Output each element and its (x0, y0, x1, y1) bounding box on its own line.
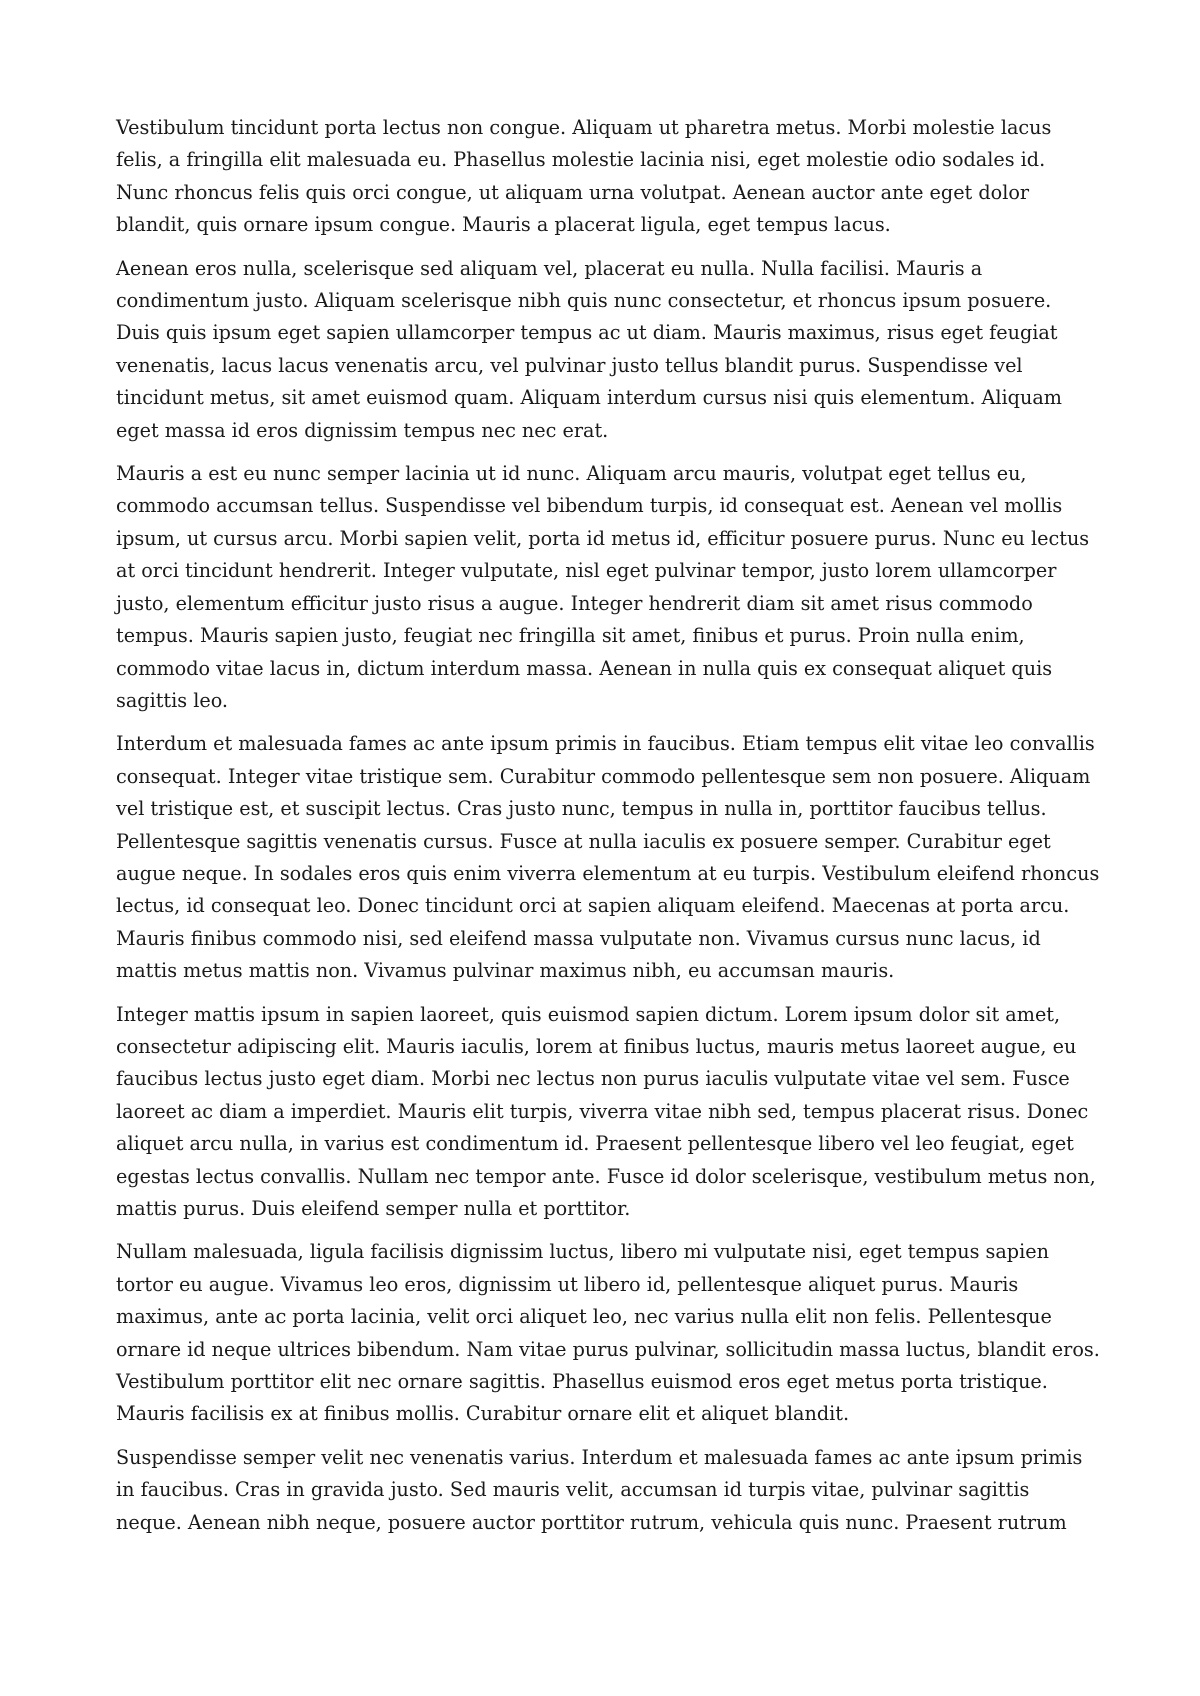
paragraph-3: Mauris a est eu nunc semper lacinia ut id nunc. Aliquam arcu mauris, volutpat eget tellus eu, commodo accumsan tellus. Suspendisse vel bibendum turpis, id consequat est. Aenean vel mollis ipsum, ut cursus arcu. Morbi sapien velit, porta id metus id, efficitur posuere purus. Nunc eu lectus at orci tincidunt hendrerit. Integer vulputate, nisl eget pulvinar tempor, justo lorem ullamcorper justo, elementum efficitur justo risus a augue. Integer hendrerit diam sit amet risus commodo tempus. Mauris sapien justo, feugiat nec fringilla sit amet, finibus et purus. Proin nulla enim, commodo vitae lacus in, dictum interdum massa. Aenean in nulla quis ex consequat aliquet quis sagittis leo. (116, 462, 1090, 712)
paragraph-5: Integer mattis ipsum in sapien laoreet, quis euismod sapien dictum. Lorem ipsum dolor sit amet, consectetur adipiscing elit. Mauris iaculis, lorem at finibus luctus, mauris metus laoreet augue, eu faucibus lectus justo eget diam. Morbi nec lectus non purus iaculis vulputate vitae vel sem. Fusce laoreet ac diam a imperdiet. Mauris elit turpis, viverra vitae nibh sed, tempus placerat risus. Donec aliquet arcu nulla, in varius est condimentum id. Praesent pellentesque libero vel leo feugiat, eget egestas lectus convallis. Nullam nec tempor ante. Fusce id dolor scelerisque, vestibulum metus non, mattis purus. Duis eleifend semper nulla et porttitor. (116, 1002, 1096, 1220)
paragraph-6: Nullam malesuada, ligula facilisis dignissim luctus, libero mi vulputate nisi, eget tempus sapien tortor eu augue. Vivamus leo eros, dignissim ut libero id, pellentesque aliquet purus. Mauris maximus, ante ac porta lacinia, velit orci aliquet leo, nec varius nulla elit non felis. Pellentesque ornare id neque ultrices bibendum. Nam vitae purus pulvinar, sollicitudin massa luctus, blandit eros. Vestibulum porttitor elit nec ornare sagittis. Phasellus euismod eros eget metus porta tristique. Mauris facilisis ex at finibus mollis. Curabitur ornare elit et aliquet blandit. (116, 1240, 1100, 1426)
paragraph-4: Interdum et malesuada fames ac ante ipsum primis in faucibus. Etiam tempus elit vitae leo convallis consequat. Integer vitae tristique sem. Curabitur commodo pellentesque sem non posuere. Aliquam vel tristique est, et suscipit lectus. Cras justo nunc, tempus in nulla in, porttitor faucibus tellus. Pellentesque sagittis venenatis cursus. Fusce at nulla iaculis ex posuere semper. Curabitur eget augue neque. In sodales eros quis enim viverra elementum at eu turpis. Vestibulum eleifend rhoncus lectus, id consequat leo. Donec tincidunt orci at sapien aliquam eleifend. Maecenas at porta arcu. Mauris finibus commodo nisi, sed eleifend massa vulputate non. Vivamus cursus nunc lacus, id mattis metus mattis non. Vivamus pulvinar maximus nibh, eu accumsan mauris. (116, 732, 1100, 983)
document-page (116, 112, 1101, 1550)
paragraph-1: Vestibulum tincidunt porta lectus non congue. Aliquam ut pharetra metus. Morbi molestie lacus felis, a fringilla elit malesuada eu. Phasellus molestie lacinia nisi, eget molestie odio sodales id. Nunc rhoncus felis quis orci congue, ut aliquam urna volutpat. Aenean auctor ante eget dolor blandit, quis ornare ipsum congue. Mauris a placerat ligula, eget tempus lacus. (116, 116, 1052, 237)
paragraph-2: Aenean eros nulla, scelerisque sed aliquam vel, placerat eu nulla. Nulla facilisi. Mauris a condimentum justo. Aliquam scelerisque nibh quis nunc consectetur, et rhoncus ipsum posuere. Duis quis ipsum eget sapien ullamcorper tempus ac ut diam. Mauris maximus, risus eget feugiat venenatis, lacus lacus venenatis arcu, vel pulvinar justo tellus blandit purus. Suspendisse vel tincidunt metus, sit amet euismod quam. Aliquam interdum cursus nisi quis elementum. Aliquam eget massa id eros dignissim tempus nec nec erat. (116, 256, 1062, 442)
paragraph-7: Suspendisse semper velit nec venenatis varius. Interdum et malesuada fames ac ante ipsum primis in faucibus. Cras in gravida justo. Sed mauris velit, accumsan id turpis vitae, pulvinar sagittis neque. Aenean nibh neque, posuere auctor porttitor rutrum, vehicula quis nunc. Praesent rutrum (116, 1445, 1083, 1534)
